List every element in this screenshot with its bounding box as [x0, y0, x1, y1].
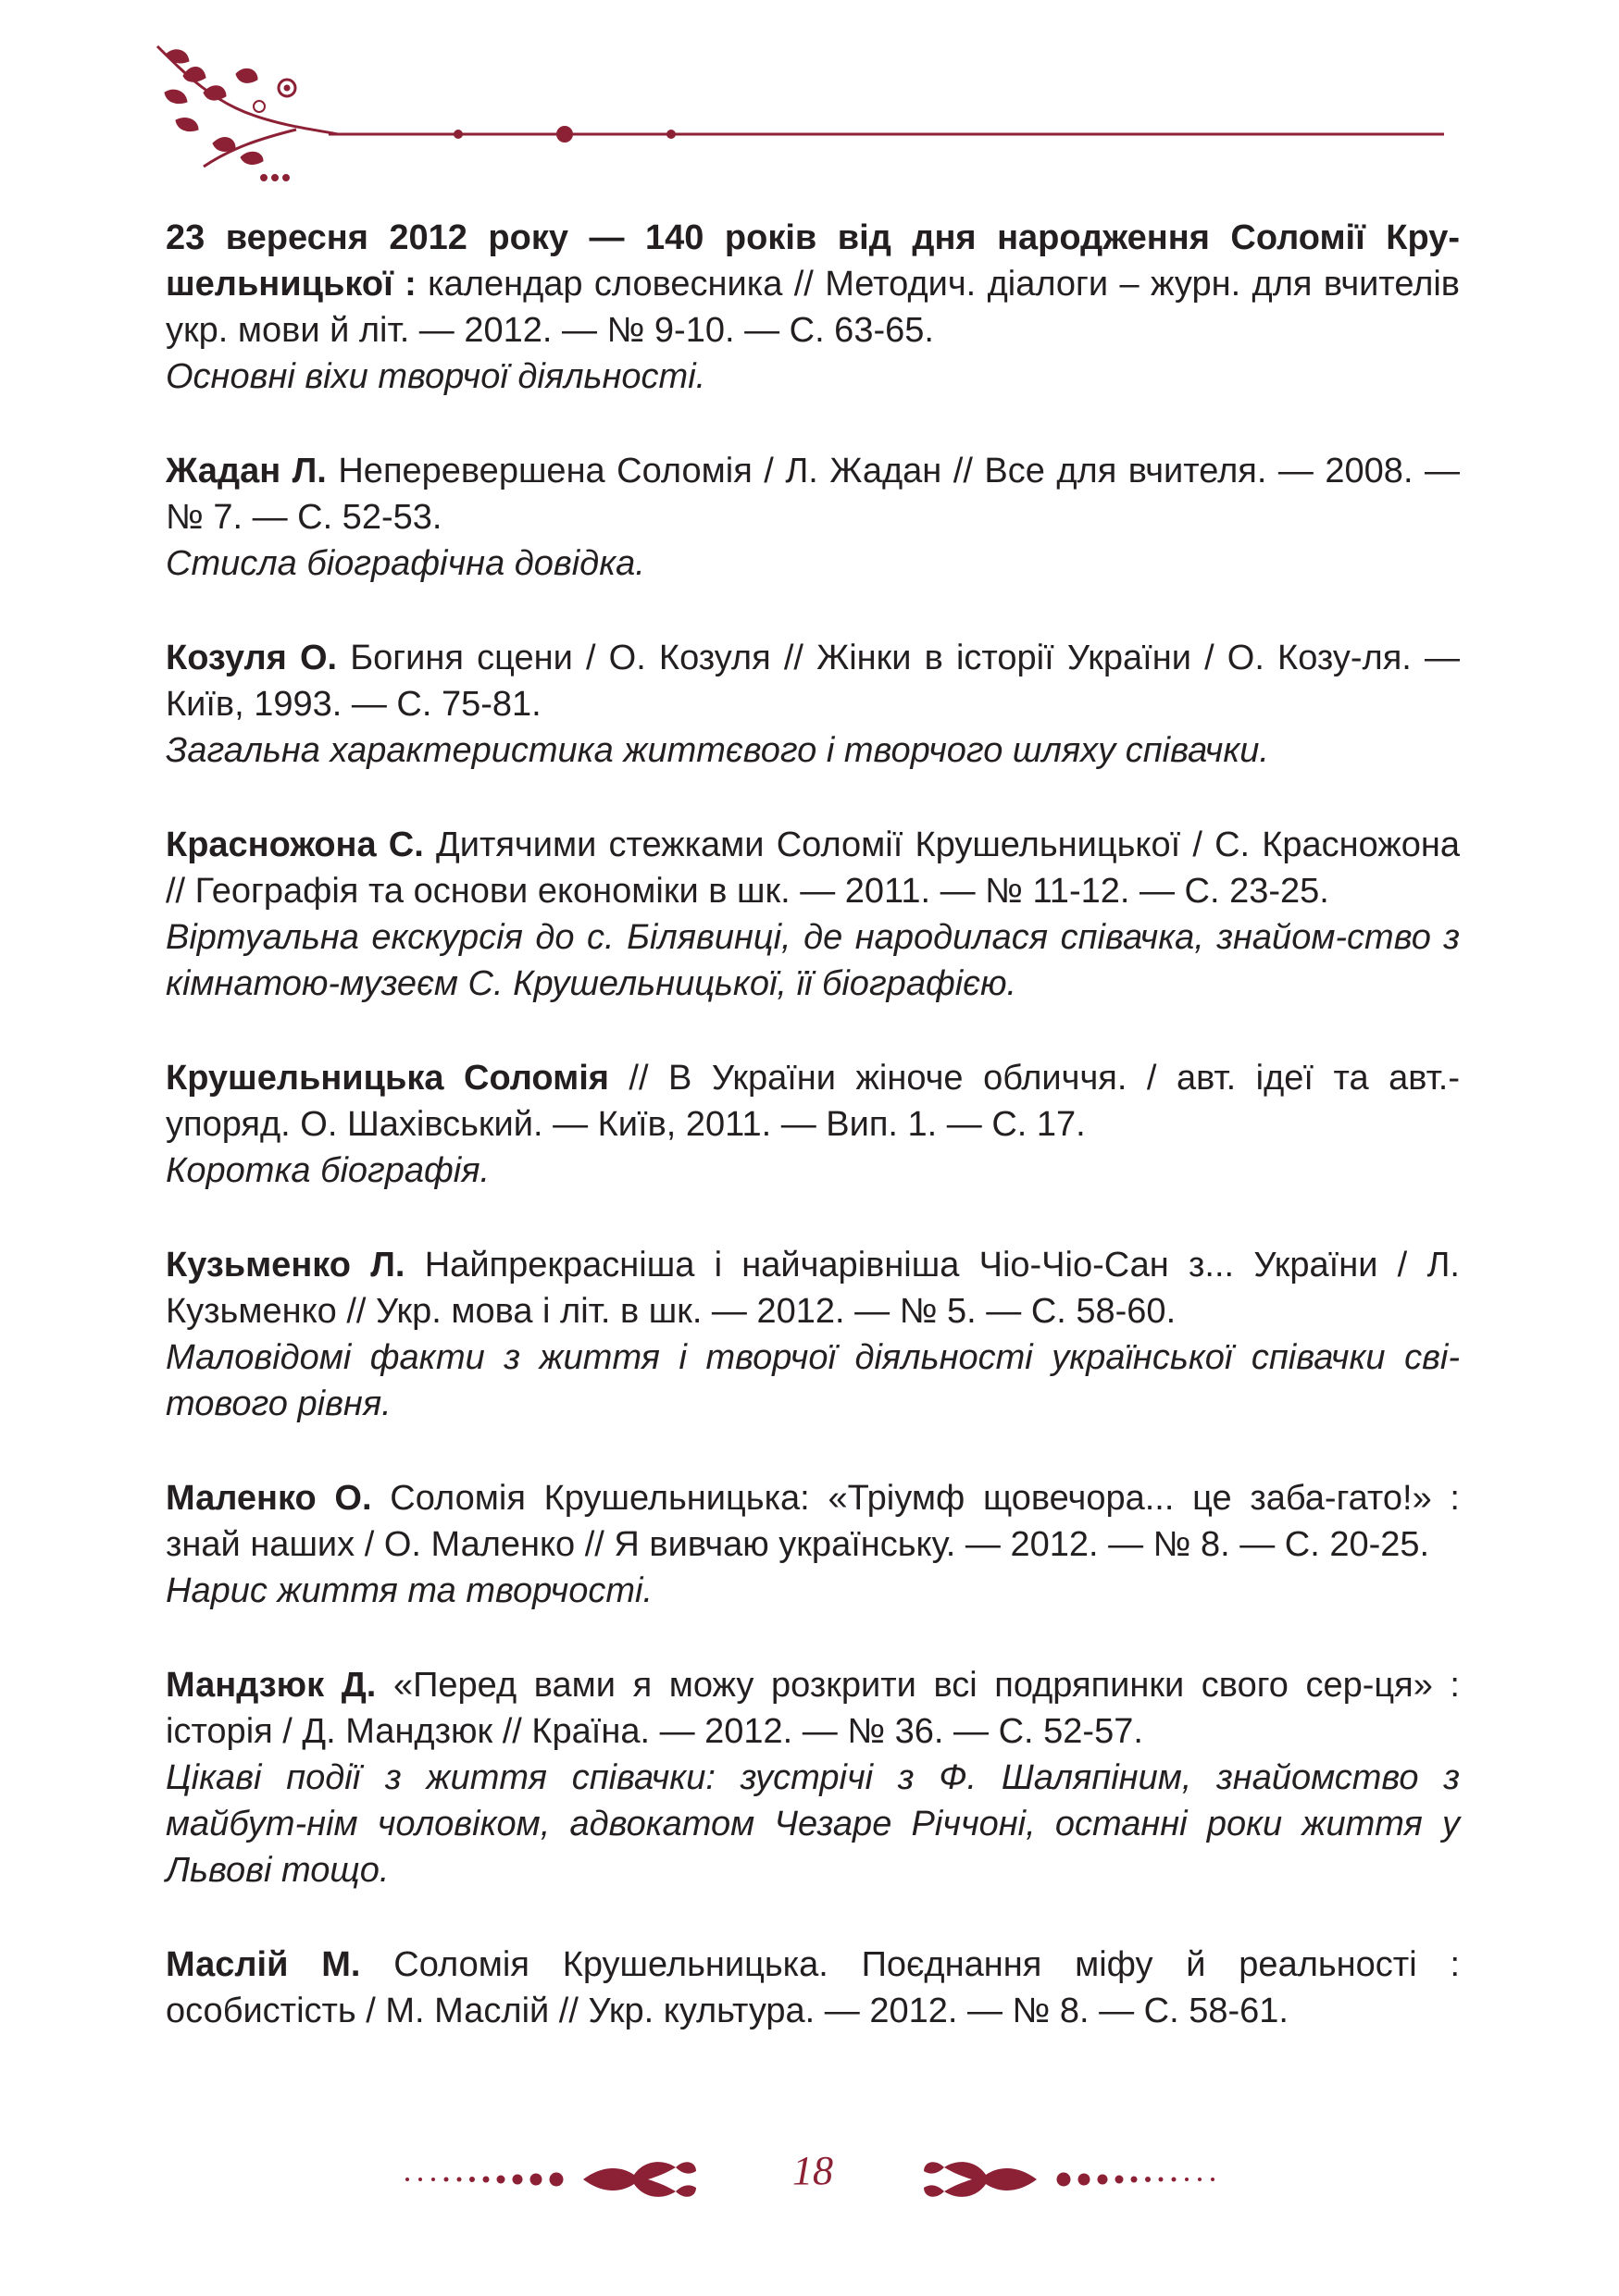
entry-annotation: Маловідомі факти з життя і творчої діяльності української співачки сві-тового рівня. [166, 1338, 1460, 1423]
entry-annotation: Цікаві події з життя співачки: зустрічі з Ф. Шаляпіним, знайомство з майбут-нім чоловіком, адвокатом Чезаре Річчоні, останні роки життя у Львові тощо. [166, 1758, 1460, 1890]
entry-annotation: Коротка біографія. [166, 1151, 491, 1190]
entry-description: Дитячими стежками Соломії Крушельницької / С. Красножона // Географія та основи економіки в шк. — 2011. — № 11-12. — С. 23-25. [166, 825, 1461, 911]
entry-description: // В України жіноче обличчя. / авт. ідеї та авт.-упоряд. О. Шахівський. — Київ, 2011. — Вип. 1. — С. 17. [166, 1059, 1460, 1144]
bibliography-entry [166, 215, 1460, 400]
bibliography-entry [166, 1662, 1460, 1893]
header-ornament [148, 37, 1463, 194]
entry-description: Найпрекрасніша і найчарівніша Чіо-Чіо-Сан з... України / Л. Кузьменко // Укр. мова і літ. в шк. — 2012. — № 5. — С. 58-60. [166, 1246, 1460, 1331]
entry-author: Мандзюк Д. [166, 1666, 377, 1705]
entry-author: Маслій М. [166, 1945, 361, 1984]
entry-author: Крушельницька Соломія [166, 1059, 609, 1098]
entry-description: Неперевершена Соломія / Л. Жадан // Все для вчителя. — 2008. — № 7. — С. 52-53. [166, 452, 1460, 537]
bibliography-entry [166, 448, 1460, 587]
entry-author: Кузьменко Л. [166, 1246, 405, 1285]
bibliography-entry [166, 1942, 1460, 2034]
entry-author: Жадан Л. [166, 452, 327, 490]
bibliography-entry [166, 1055, 1460, 1194]
bibliography-entry [166, 1242, 1460, 1427]
entry-author: Козуля О. [166, 639, 338, 677]
entry-annotation: Нарис життя та творчості. [166, 1571, 654, 1610]
bibliography-entry [166, 822, 1460, 1007]
entry-author: 23 вересня 2012 року — 140 років від дня народження Соломії Кру-шельницької : [166, 218, 1460, 304]
entry-description: Соломія Крушельницька: «Тріумф щовечора... це заба-гато!» : знай наших / О. Маленко // Я вивчаю українську. — 2012. — № 8. — С. 20-25. [166, 1479, 1460, 1564]
bibliography-list [166, 215, 1460, 2082]
page-number: 18 [792, 2148, 833, 2193]
entry-author: Красножона С. [166, 825, 424, 864]
entry-description: Соломія Крушельницька. Поєднання міфу й реальності : особистість / М. Маслій // Укр. культура. — 2012. — № 8. — С. 58-61. [166, 1945, 1460, 2030]
entry-description: «Перед вами я можу розкрити всі подряпинки свого сер-ця» : історія / Д. Мандзюк // Країна. — 2012. — № 36. — С. 52-57. [166, 1666, 1460, 1751]
entry-description: календар словесника // Методич. діалоги – журн. для вчителів укр. мови й літ. — 2012. — № 9-10. — С. 63-65. [166, 265, 1460, 350]
entry-annotation: Загальна характеристика життєвого і творчого шляху співачки. [166, 731, 1269, 770]
entry-author: Маленко О. [166, 1479, 372, 1518]
entry-annotation: Основні віхи творчої діяльності. [166, 357, 706, 396]
bibliography-entry [166, 635, 1460, 774]
entry-description: Богиня сцени / О. Козуля // Жінки в історії України / О. Козу-ля. — Київ, 1993. — С. 75-81. [166, 639, 1461, 724]
entry-annotation: Стисла біографічна довідка. [166, 544, 645, 583]
entry-annotation: Віртуальна екскурсія до с. Білявинці, де народилася співачка, знайом-ство з кімнатою-музеєм С. Крушельницької, її біографією. [166, 918, 1460, 1003]
bibliography-entry [166, 1475, 1460, 1614]
